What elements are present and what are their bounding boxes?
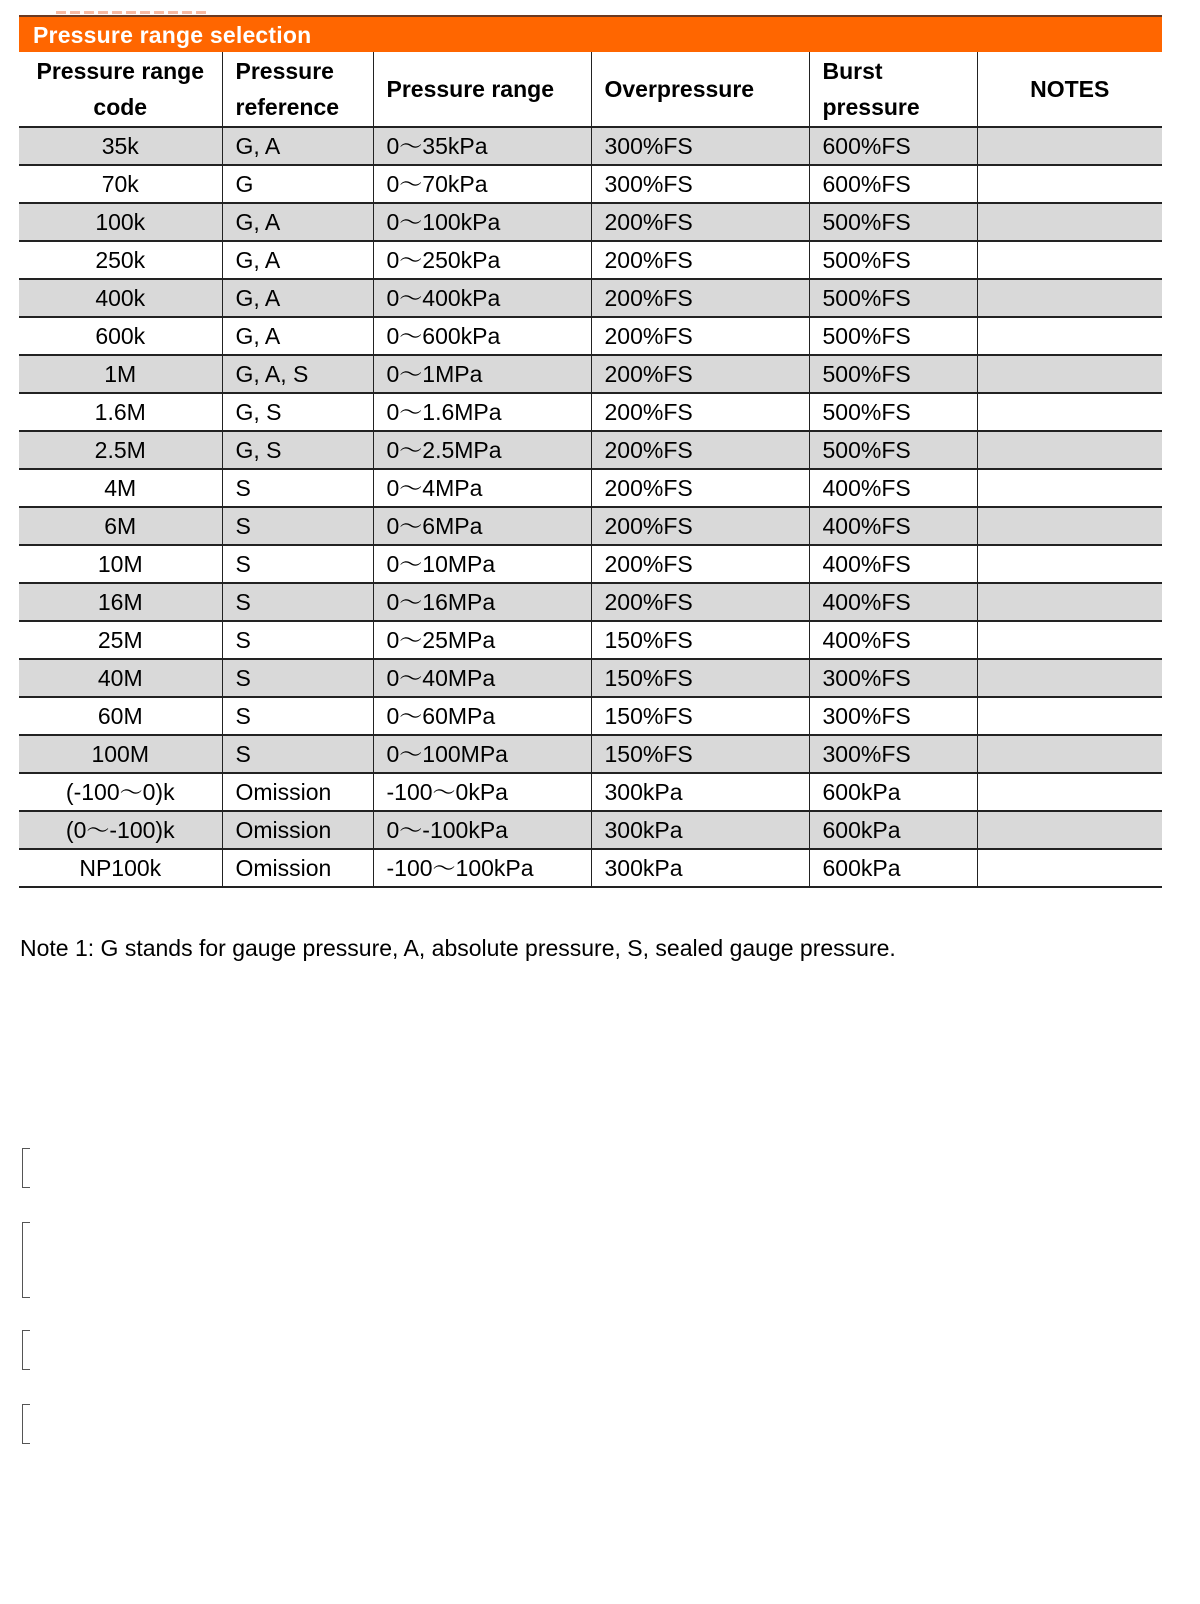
cell-notes [977, 393, 1162, 431]
table-row [19, 431, 1162, 469]
cell-range-code: 1.6M [19, 393, 222, 431]
cell-overpressure: 300kPa [591, 849, 809, 887]
cell-notes [977, 697, 1162, 735]
cell-pressure-range: 0～600kPa [373, 317, 591, 355]
cell-pressure-range: 0～16MPa [373, 583, 591, 621]
cell-range-code: 6M [19, 507, 222, 545]
cell-overpressure: 200%FS [591, 545, 809, 583]
margin-bracket-mark [22, 1330, 30, 1370]
pressure-range-table [19, 52, 1162, 888]
table-header-row [19, 52, 1162, 127]
cell-burst-pressure: 500%FS [809, 203, 977, 241]
cell-pressure-reference: S [222, 659, 373, 697]
cell-notes [977, 507, 1162, 545]
cell-pressure-reference: Omission [222, 849, 373, 887]
cell-pressure-range: 0～40MPa [373, 659, 591, 697]
cell-overpressure: 300kPa [591, 811, 809, 849]
cell-pressure-reference: G, A, S [222, 355, 373, 393]
table-row [19, 241, 1162, 279]
cell-pressure-range: 0～25MPa [373, 621, 591, 659]
cell-burst-pressure: 600kPa [809, 849, 977, 887]
cell-pressure-reference: S [222, 469, 373, 507]
cell-pressure-reference: S [222, 697, 373, 735]
cell-burst-pressure: 400%FS [809, 583, 977, 621]
cell-range-code: 60M [19, 697, 222, 735]
cell-overpressure: 200%FS [591, 317, 809, 355]
cell-range-code: (-100～0)k [19, 773, 222, 811]
cell-pressure-reference: S [222, 507, 373, 545]
header-burst-pressure: Burst pressure [809, 52, 977, 127]
cell-overpressure: 150%FS [591, 697, 809, 735]
cell-overpressure: 300%FS [591, 127, 809, 165]
table-row [19, 279, 1162, 317]
footnote: Note 1: G stands for gauge pressure, A, absolute pressure, S, sealed gauge pressure. [20, 935, 896, 961]
cell-pressure-reference: G [222, 165, 373, 203]
table-row [19, 165, 1162, 203]
cell-pressure-reference: G, S [222, 393, 373, 431]
cell-overpressure: 150%FS [591, 621, 809, 659]
cell-pressure-range: 0～6MPa [373, 507, 591, 545]
cell-range-code: 2.5M [19, 431, 222, 469]
cell-burst-pressure: 600%FS [809, 165, 977, 203]
cell-pressure-range: 0～100MPa [373, 735, 591, 773]
header-overpressure: Overpressure [591, 52, 809, 127]
cell-burst-pressure: 400%FS [809, 545, 977, 583]
cell-range-code: 16M [19, 583, 222, 621]
cell-range-code: 250k [19, 241, 222, 279]
cell-pressure-range: -100～100kPa [373, 849, 591, 887]
table-row [19, 393, 1162, 431]
cell-range-code: 70k [19, 165, 222, 203]
cell-pressure-reference: S [222, 545, 373, 583]
table-row [19, 735, 1162, 773]
cell-pressure-reference: G, A [222, 241, 373, 279]
section-title: Pressure range selection [19, 15, 1162, 52]
cell-range-code: 100k [19, 203, 222, 241]
cell-burst-pressure: 600kPa [809, 773, 977, 811]
cell-overpressure: 200%FS [591, 583, 809, 621]
cell-range-code: 1M [19, 355, 222, 393]
cell-notes [977, 621, 1162, 659]
cell-range-code: 40M [19, 659, 222, 697]
cell-pressure-range: -100～0kPa [373, 773, 591, 811]
cell-range-code: 600k [19, 317, 222, 355]
cell-pressure-range: 0～10MPa [373, 545, 591, 583]
cell-pressure-range: 0～35kPa [373, 127, 591, 165]
cell-range-code: NP100k [19, 849, 222, 887]
table-body [19, 127, 1162, 887]
cell-notes [977, 317, 1162, 355]
table-row [19, 203, 1162, 241]
table-row [19, 849, 1162, 887]
cell-pressure-reference: G, A [222, 279, 373, 317]
cell-burst-pressure: 500%FS [809, 279, 977, 317]
cell-notes [977, 659, 1162, 697]
table-row [19, 127, 1162, 165]
table-row [19, 697, 1162, 735]
cell-notes [977, 241, 1162, 279]
table-row [19, 469, 1162, 507]
cell-range-code: 25M [19, 621, 222, 659]
cell-notes [977, 127, 1162, 165]
cell-burst-pressure: 500%FS [809, 393, 977, 431]
cell-pressure-range: 0～250kPa [373, 241, 591, 279]
margin-bracket-mark [22, 1222, 30, 1298]
cell-overpressure: 300kPa [591, 773, 809, 811]
cell-pressure-range: 0～4MPa [373, 469, 591, 507]
cell-burst-pressure: 500%FS [809, 355, 977, 393]
cell-pressure-reference: S [222, 735, 373, 773]
table-row [19, 659, 1162, 697]
cell-burst-pressure: 400%FS [809, 621, 977, 659]
cell-notes [977, 203, 1162, 241]
cell-pressure-reference: G, A [222, 203, 373, 241]
table-row [19, 811, 1162, 849]
cell-pressure-range: 0～60MPa [373, 697, 591, 735]
cell-range-code: (0～-100)k [19, 811, 222, 849]
cell-range-code: 4M [19, 469, 222, 507]
cell-pressure-range: 0～400kPa [373, 279, 591, 317]
cell-overpressure: 200%FS [591, 431, 809, 469]
cell-notes [977, 849, 1162, 887]
cell-overpressure: 150%FS [591, 659, 809, 697]
cell-overpressure: 200%FS [591, 507, 809, 545]
cell-overpressure: 200%FS [591, 393, 809, 431]
cell-burst-pressure: 500%FS [809, 431, 977, 469]
header-range-code: Pressure range code [19, 52, 222, 127]
table-row [19, 355, 1162, 393]
cell-notes [977, 355, 1162, 393]
cell-notes [977, 773, 1162, 811]
cell-overpressure: 200%FS [591, 469, 809, 507]
cell-burst-pressure: 300%FS [809, 735, 977, 773]
cell-overpressure: 200%FS [591, 203, 809, 241]
cell-notes [977, 279, 1162, 317]
cell-range-code: 100M [19, 735, 222, 773]
cell-burst-pressure: 500%FS [809, 317, 977, 355]
margin-bracket-mark [22, 1148, 30, 1188]
cell-notes [977, 469, 1162, 507]
cell-notes [977, 811, 1162, 849]
cell-pressure-reference: S [222, 583, 373, 621]
cell-notes [977, 583, 1162, 621]
cell-burst-pressure: 400%FS [809, 507, 977, 545]
cell-overpressure: 200%FS [591, 279, 809, 317]
table-row [19, 583, 1162, 621]
cell-burst-pressure: 300%FS [809, 659, 977, 697]
cell-pressure-reference: G, A [222, 127, 373, 165]
cell-overpressure: 300%FS [591, 165, 809, 203]
header-pressure-reference: Pressure reference [222, 52, 373, 127]
cell-burst-pressure: 400%FS [809, 469, 977, 507]
table-row [19, 507, 1162, 545]
cell-notes [977, 545, 1162, 583]
cell-range-code: 400k [19, 279, 222, 317]
cell-overpressure: 200%FS [591, 241, 809, 279]
table-row [19, 317, 1162, 355]
cell-pressure-reference: G, S [222, 431, 373, 469]
margin-bracket-mark [22, 1404, 30, 1444]
cell-overpressure: 200%FS [591, 355, 809, 393]
cell-pressure-reference: Omission [222, 811, 373, 849]
table-row [19, 545, 1162, 583]
cell-burst-pressure: 600kPa [809, 811, 977, 849]
cell-pressure-range: 0～1MPa [373, 355, 591, 393]
cell-notes [977, 735, 1162, 773]
table-row [19, 773, 1162, 811]
cell-burst-pressure: 500%FS [809, 241, 977, 279]
cell-burst-pressure: 600%FS [809, 127, 977, 165]
table-row [19, 621, 1162, 659]
header-pressure-range: Pressure range [373, 52, 591, 127]
cell-range-code: 10M [19, 545, 222, 583]
cell-range-code: 35k [19, 127, 222, 165]
cell-pressure-range: 0～2.5MPa [373, 431, 591, 469]
cell-pressure-reference: G, A [222, 317, 373, 355]
top-decorative-mark [56, 11, 206, 14]
cell-notes [977, 431, 1162, 469]
cell-pressure-range: 0～-100kPa [373, 811, 591, 849]
header-notes: NOTES [977, 52, 1162, 127]
cell-notes [977, 165, 1162, 203]
cell-pressure-range: 0～1.6MPa [373, 393, 591, 431]
cell-pressure-range: 0～100kPa [373, 203, 591, 241]
cell-pressure-range: 0～70kPa [373, 165, 591, 203]
cell-burst-pressure: 300%FS [809, 697, 977, 735]
cell-pressure-reference: S [222, 621, 373, 659]
cell-pressure-reference: Omission [222, 773, 373, 811]
cell-overpressure: 150%FS [591, 735, 809, 773]
